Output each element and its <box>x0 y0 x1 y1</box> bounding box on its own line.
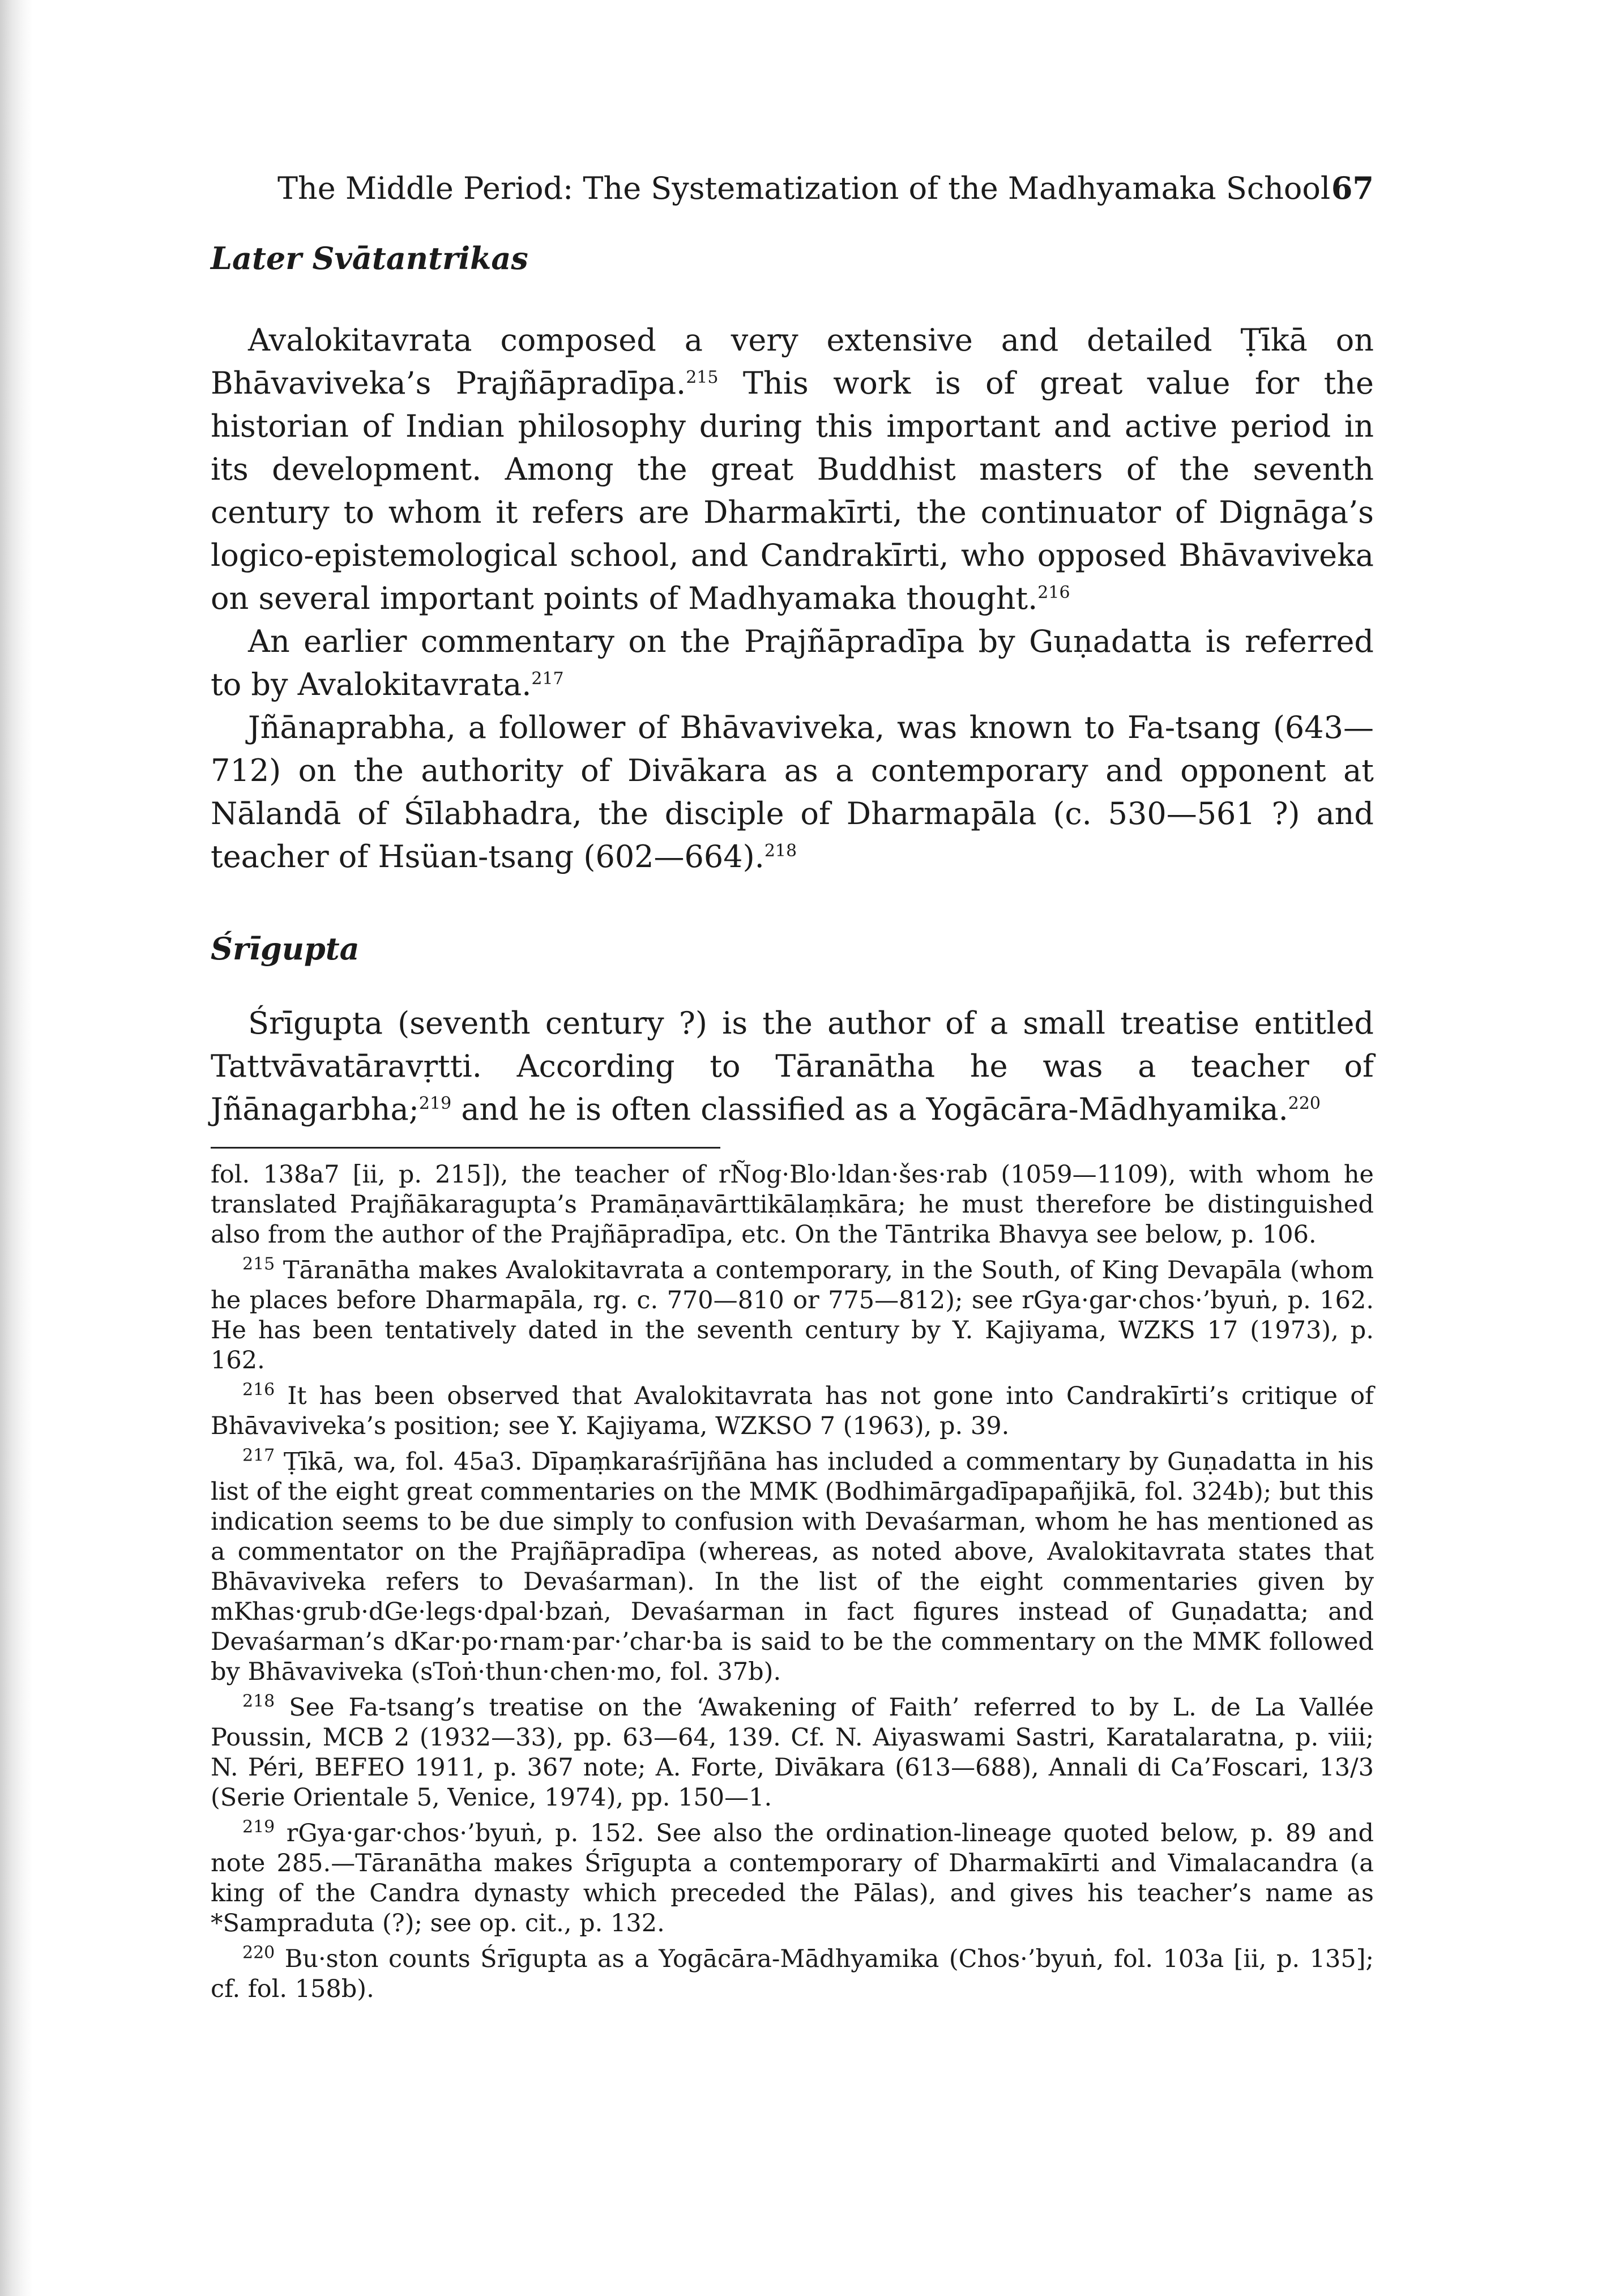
footnote-text: It has been observed that Avalokitavrata has not gone into Candrakīrti’s critique of Bhāvaviveka’s position; see Y. Kajiyama, WZKSO 7 (1963), p. 39. <box>211 1382 1374 1441</box>
footnote-text: Ṭīkā, wa, fol. 45a3. Dīpaṃkaraśrījñāna has included a commentary by Guṇadatta in his list of the eight great commentaries on the MMK (Bodhimārgadīpapañjikā, fol. 324b); but this indication seems to be due simply to confusion with Devaśarman, whom he has mentioned as a commentator on the Prajñāpradīpa (whereas, as noted above, Avalokitavrata states that Bhāvaviveka refers to Devaśarman). In the list of the eight commentaries given by mKhas·grub·dGe·legs·dpal·bzaṅ, Devaśarman in fact figures instead of Guṇadatta; and Devaśarman’s dKar·po·rnam·par·’char·ba is said to be the commentary on the MMK followed by Bhāvaviveka (sToṅ·thun·chen·mo, fol. 37b). <box>211 1448 1374 1687</box>
footnote-ref[interactable]: 220 <box>1288 1094 1321 1114</box>
footnote-text: rGya·gar·chos·’byuṅ, p. 152. See also the ordination-lineage quoted below, p. 89 and note 285.—Tāranātha makes Śrīgupta a contemporary of Dharmakīrti and Vimalacandra (a king of the Candra dynasty which preceded the Pālas), and gives his teacher’s name as *Sampraduta (?); see op. cit., p. 132. <box>211 1819 1374 1938</box>
footnote-218 <box>211 1693 1374 1813</box>
book-page <box>211 170 1374 2010</box>
footnote-219 <box>211 1819 1374 1939</box>
footnotes <box>211 1160 1374 2004</box>
footnote-217 <box>211 1447 1374 1687</box>
paragraph-text: and he is often classified as a Yogācāra-Mādhyamika. <box>451 1091 1288 1128</box>
footnote-text: See Fa-tsang’s treatise on the ‘Awakening of Faith’ referred to by L. de La Vallée Poussin, MCB 2 (1932—33), pp. 63—64, 139. Cf. N. Aiyaswami Sastri, Karatalaratna, p. viii; N. Péri, BEFEO 1911, p. 367 note; A. Forte, Divākara (613—688), Annali di Ca’Foscari, 13/3 (Serie Orientale 5, Venice, 1974), pp. 150—1. <box>211 1693 1374 1812</box>
paragraph-text: Avalokitavrata composed a very extensive and detailed Ṭīkā on Bhāvaviveka’s Prajñāpradīpa. <box>211 322 1374 401</box>
section-title: Later Svātantrikas <box>211 240 528 276</box>
footnote-number: 220 <box>242 1943 275 1964</box>
paragraph-text: This work is of great value for the historian of Indian philosophy during this important and active period in its development. Among the great Buddhist masters of the seventh century to whom it refers are Dharmakīrti, the continuator of Dignāga’s logico-epistemological school, and Candrakīrti, who opposed Bhāvaviveka on several important points of Madhyamaka thought. <box>211 365 1374 616</box>
paragraph-text: Jñānaprabha, a follower of Bhāvaviveka, was known to Fa-tsang (643—712) on the authority of Divākara as a contemporary and opponent at Nālandā of Śīlabhadra, the disciple of Dharmapāla (c. 530—561 ?) and teacher of Hsüan-tsang (602—664). <box>211 709 1374 874</box>
paragraph-text: Śrīgupta (seventh century ?) is the author of a small treatise entitled Tattvāvatāravṛtti. According to Tāranātha he was a teacher of Jñānagarbha; <box>211 1005 1374 1128</box>
footnote-ref[interactable]: 218 <box>764 840 797 861</box>
paragraph-avalokitavrata <box>211 319 1374 620</box>
footnote-number: 215 <box>242 1254 275 1275</box>
paragraph-jnanaprabha <box>211 706 1374 878</box>
footnote-number: 217 <box>242 1446 275 1466</box>
footnote-number: 216 <box>242 1380 275 1401</box>
page-number: 67 <box>1331 170 1374 206</box>
footnote-ref[interactable]: 215 <box>686 367 719 387</box>
paragraph-text: An earlier commentary on the Prajñāpradīpa by Guṇadatta is referred to by Avalokitavrata. <box>211 623 1374 702</box>
running-head <box>211 170 1374 207</box>
footnote-ref[interactable]: 216 <box>1037 582 1070 603</box>
footnote-220 <box>211 1944 1374 2004</box>
running-head-title: The Middle Period: The Systematization of the Madhyamaka School <box>277 170 1331 206</box>
footnote-ref[interactable]: 217 <box>531 668 564 689</box>
footnote-number: 218 <box>242 1692 275 1712</box>
paragraph-gunadatta <box>211 620 1374 706</box>
paragraph-srigupta <box>211 1002 1374 1131</box>
footnote-216 <box>211 1381 1374 1441</box>
footnote-number: 219 <box>242 1817 275 1838</box>
section-srigupta <box>211 931 1374 1132</box>
section-later-svatantrikas <box>211 240 1374 878</box>
section-title: Śrīgupta <box>211 930 360 967</box>
footnote-continuation: fol. 138a7 [ii, p. 215]), the teacher of rÑog·Blo·ldan·šes·rab (1059—1109), with whom he translated Prajñākaragupta’s Pramāṇavārttikālaṃkāra; he must therefore be distinguished also from the author of the Prajñāpradīpa, etc. On the Tāntrika Bhavya see below, p. 106. <box>211 1160 1374 1249</box>
footnote-text: Bu·ston counts Śrīgupta as a Yogācāra-Mādhyamika (Chos·’byuṅ, fol. 103a [ii, p. 135]; cf. fol. 158b). <box>211 1945 1374 2004</box>
scan-shadow-edge <box>0 0 33 2296</box>
footnote-ref[interactable]: 219 <box>418 1094 452 1114</box>
footnote-divider <box>211 1147 720 1149</box>
footnote-text: Tāranātha makes Avalokitavrata a contemporary, in the South, of King Devapāla (whom he places before Dharmapāla, rg. c. 770—810 or 775—812); see rGya·gar·chos·’byuṅ, p. 162. He has been tentatively dated in the seventh century by Y. Kajiyama, WZKS 17 (1973), p. 162. <box>211 1256 1374 1375</box>
footnote-215 <box>211 1256 1374 1376</box>
